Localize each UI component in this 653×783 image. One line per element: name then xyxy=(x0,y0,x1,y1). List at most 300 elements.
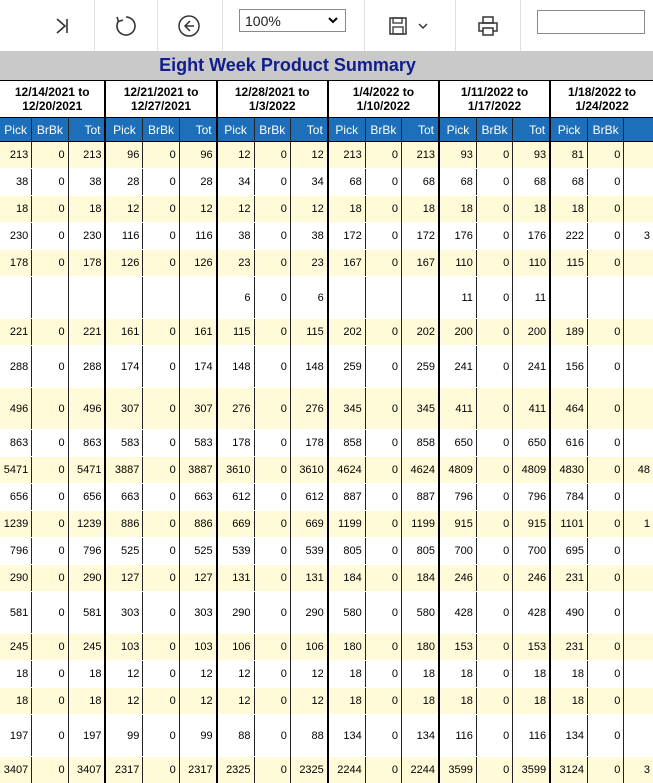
tot-cell: 148 xyxy=(305,360,324,373)
brbk-cell: 0 xyxy=(32,457,68,484)
week-range-end: 12/20/2021 xyxy=(22,99,83,113)
brbk-cell: 0 xyxy=(254,484,290,511)
pick-cell: 496 xyxy=(0,388,32,430)
tot-cell: 12 xyxy=(179,196,216,223)
tot-cell: 18 xyxy=(68,196,105,223)
tot-cell: 153 xyxy=(513,634,550,661)
pick-cell: 539 xyxy=(217,538,254,565)
tot-cell xyxy=(179,277,216,319)
brbk-cell: 0 xyxy=(254,277,290,319)
table-row xyxy=(0,484,653,511)
column-header-brbk[interactable]: BrBk xyxy=(476,118,512,142)
brbk-cell: 0 xyxy=(365,223,401,250)
brbk-cell: 0 xyxy=(365,142,401,169)
column-header-brbk[interactable]: BrBk xyxy=(254,118,290,142)
tot-cell: 18 xyxy=(513,196,550,223)
table-row xyxy=(0,223,653,250)
pick-cell: 490 xyxy=(550,592,587,634)
pick-cell: 259 xyxy=(328,346,365,388)
last-page-icon xyxy=(53,17,71,35)
table-row xyxy=(0,430,653,457)
brbk-cell: 0 xyxy=(588,457,624,484)
pick-cell: 213 xyxy=(0,142,32,169)
pick-cell: 6 xyxy=(217,277,254,319)
brbk-cell: 0 xyxy=(476,388,512,430)
tot-cell: 184 xyxy=(402,565,439,592)
tot-cell: 126 xyxy=(179,250,216,277)
tot-cell: 18 xyxy=(422,668,435,680)
pick-cell: 148 xyxy=(217,346,254,388)
brbk-cell: 0 xyxy=(476,277,512,319)
table-row xyxy=(0,661,653,688)
tot-cell xyxy=(624,538,653,565)
pick-cell: 18 xyxy=(328,196,365,223)
pick-cell: 174 xyxy=(105,346,142,388)
pick-cell: 12 xyxy=(105,661,142,688)
save-button[interactable] xyxy=(385,0,411,51)
tot-cell xyxy=(624,250,653,277)
column-header-tot[interactable]: Tot xyxy=(513,118,550,142)
brbk-cell: 0 xyxy=(365,196,401,223)
summary-table-wrapper xyxy=(0,80,653,783)
brbk-cell: 0 xyxy=(32,634,68,661)
tot-cell: 167 xyxy=(402,250,439,277)
pick-cell: 202 xyxy=(328,319,365,346)
pick-cell: 18 xyxy=(550,196,587,223)
column-header-pick[interactable]: Pick xyxy=(105,118,142,142)
tot-cell: 428 xyxy=(527,606,547,619)
tot-cell: 525 xyxy=(194,545,213,557)
brbk-cell: 0 xyxy=(365,169,401,196)
tot-cell: 288 xyxy=(83,360,102,373)
brbk-cell: 0 xyxy=(588,565,624,592)
pick-cell: 1199 xyxy=(328,511,365,538)
tot-cell xyxy=(624,142,653,169)
tot-cell: 411 xyxy=(513,388,550,430)
tot-cell xyxy=(624,484,653,511)
tot-cell: 539 xyxy=(305,545,324,557)
tot-cell: 796 xyxy=(527,491,547,503)
pick-cell: 2317 xyxy=(105,757,142,783)
tot-cell: 172 xyxy=(416,230,435,242)
week-range-start: 12/14/2021 to xyxy=(14,85,90,99)
pick-cell xyxy=(0,277,32,319)
pick-cell: 180 xyxy=(328,634,365,661)
pick-cell: 172 xyxy=(328,223,365,250)
column-header-brbk[interactable]: BrBk xyxy=(32,118,68,142)
table-row xyxy=(0,538,653,565)
pick-cell: 669 xyxy=(217,511,254,538)
pick-cell: 915 xyxy=(439,511,476,538)
pick-cell: 2244 xyxy=(328,757,365,783)
brbk-cell: 0 xyxy=(588,634,624,661)
pick-cell: 4624 xyxy=(328,457,365,484)
pick-cell: 116 xyxy=(105,223,142,250)
pick-cell: 4830 xyxy=(550,457,587,484)
pick-cell: 68 xyxy=(550,169,587,196)
brbk-cell: 0 xyxy=(143,661,179,688)
pick-cell: 307 xyxy=(105,388,142,430)
tot-cell: 180 xyxy=(402,634,439,661)
brbk-cell: 0 xyxy=(588,757,624,783)
pick-cell: 184 xyxy=(328,565,365,592)
brbk-cell: 0 xyxy=(476,661,512,688)
brbk-cell: 0 xyxy=(476,634,512,661)
brbk-cell: 0 xyxy=(254,196,290,223)
pick-cell: 886 xyxy=(105,511,142,538)
pick-cell: 231 xyxy=(550,634,587,661)
tot-cell: 131 xyxy=(290,565,327,592)
week-range-end: 1/10/2022 xyxy=(356,99,411,113)
brbk-cell: 0 xyxy=(143,142,179,169)
table-row xyxy=(0,592,653,634)
column-header-tot[interactable]: Tot xyxy=(68,118,105,142)
tot-cell: 127 xyxy=(179,565,216,592)
column-header-partial xyxy=(624,118,653,142)
brbk-cell: 0 xyxy=(588,319,624,346)
brbk-cell: 0 xyxy=(254,319,290,346)
brbk-cell: 0 xyxy=(588,511,624,538)
pick-cell: 18 xyxy=(439,196,476,223)
pick-cell: 116 xyxy=(439,715,476,757)
pick-cell: 276 xyxy=(217,388,254,430)
brbk-cell: 0 xyxy=(365,319,401,346)
tot-cell: 6 xyxy=(317,291,324,304)
pick-cell: 68 xyxy=(439,169,476,196)
pick-cell: 18 xyxy=(0,688,32,715)
week-range-start: 1/18/2022 to xyxy=(568,85,637,99)
pick-cell: 230 xyxy=(9,230,29,242)
brbk-cell: 0 xyxy=(588,715,624,757)
tot-cell: 3 xyxy=(624,757,653,783)
pick-cell: 411 xyxy=(439,388,476,430)
tot-cell: 650 xyxy=(527,437,547,449)
pick-cell: 5471 xyxy=(0,457,32,484)
table-row xyxy=(0,565,653,592)
week-range-start: 1/11/2022 to xyxy=(460,85,529,99)
brbk-cell: 0 xyxy=(365,484,401,511)
pick-cell: 1239 xyxy=(0,511,32,538)
pick-cell: 12 xyxy=(217,196,254,223)
week-header xyxy=(0,81,105,118)
brbk-cell: 0 xyxy=(588,223,624,250)
column-header-pick[interactable]: Pick xyxy=(217,118,254,142)
brbk-cell: 0 xyxy=(32,511,68,538)
brbk-cell: 0 xyxy=(32,430,68,457)
tot-cell: 116 xyxy=(528,729,547,742)
brbk-cell: 0 xyxy=(143,538,179,565)
tot-cell: 99 xyxy=(200,729,213,742)
table-row xyxy=(0,457,653,484)
week-header xyxy=(328,81,439,118)
tot-cell: 886 xyxy=(179,511,216,538)
tot-cell: 161 xyxy=(179,319,216,346)
brbk-cell: 0 xyxy=(476,565,512,592)
zoom-select[interactable] xyxy=(239,9,346,32)
tot-cell: 213 xyxy=(402,142,439,169)
pick-cell: 290 xyxy=(0,565,32,592)
brbk-cell: 0 xyxy=(476,346,512,388)
pick-cell: 153 xyxy=(439,634,476,661)
brbk-cell: 0 xyxy=(32,346,68,388)
tot-cell: 3 xyxy=(643,230,650,242)
pick-cell xyxy=(550,277,587,319)
back-icon xyxy=(177,14,201,38)
tot-cell: 68 xyxy=(422,176,435,188)
pick-cell: 12 xyxy=(105,196,142,223)
report-viewer-toolbar xyxy=(0,0,653,52)
brbk-cell: 0 xyxy=(365,634,401,661)
pick-cell: 178 xyxy=(217,430,254,457)
column-header-brbk[interactable]: BrBk xyxy=(588,118,624,142)
pick-cell: 3599 xyxy=(439,757,476,783)
tot-cell xyxy=(624,277,653,319)
brbk-cell: 0 xyxy=(476,592,512,634)
tot-cell xyxy=(624,592,653,634)
pick-cell: 245 xyxy=(0,634,32,661)
tot-cell: 12 xyxy=(290,196,327,223)
brbk-cell: 0 xyxy=(143,592,179,634)
brbk-cell: 0 xyxy=(254,688,290,715)
pick-cell: 3124 xyxy=(550,757,587,783)
tot-cell: 3407 xyxy=(68,757,105,783)
pick-cell: 178 xyxy=(0,250,32,277)
pick-cell xyxy=(328,277,365,319)
column-header-pick[interactable]: Pick xyxy=(439,118,476,142)
brbk-cell: 0 xyxy=(143,388,179,430)
brbk-cell: 0 xyxy=(143,634,179,661)
tot-cell: 18 xyxy=(402,688,439,715)
tot-cell xyxy=(624,169,653,196)
tot-cell: 307 xyxy=(179,388,216,430)
pick-cell: 197 xyxy=(9,729,29,742)
column-header-brbk[interactable]: BrBk xyxy=(143,118,179,142)
week-range-start: 12/21/2021 to xyxy=(123,85,199,99)
tot-cell xyxy=(624,715,653,757)
pick-cell: 796 xyxy=(439,484,476,511)
pick-cell: 303 xyxy=(105,592,142,634)
tot-cell xyxy=(624,196,653,223)
brbk-cell: 0 xyxy=(588,592,624,634)
tot-cell: 200 xyxy=(513,319,550,346)
tot-cell: 345 xyxy=(402,388,439,430)
tot-cell: 700 xyxy=(527,545,547,557)
pick-cell: 1101 xyxy=(550,511,587,538)
brbk-cell: 0 xyxy=(588,430,624,457)
pick-cell: 106 xyxy=(217,634,254,661)
tot-cell xyxy=(624,661,653,688)
pick-cell: 18 xyxy=(15,668,29,680)
pick-cell: 11 xyxy=(439,277,476,319)
brbk-cell: 0 xyxy=(365,592,401,634)
column-header-pick[interactable]: Pick xyxy=(328,118,365,142)
tot-cell: 796 xyxy=(83,545,102,557)
brbk-cell: 0 xyxy=(365,346,401,388)
table-row xyxy=(0,715,653,757)
tot-cell: 197 xyxy=(83,729,102,742)
pick-cell: 241 xyxy=(439,346,476,388)
brbk-cell: 0 xyxy=(32,757,68,783)
brbk-cell: 0 xyxy=(476,430,512,457)
brbk-cell: 0 xyxy=(365,715,401,757)
pick-cell: 23 xyxy=(217,250,254,277)
tot-cell: 496 xyxy=(68,388,105,430)
brbk-cell: 0 xyxy=(32,715,68,757)
tot-cell: 18 xyxy=(89,668,102,680)
tot-cell: 174 xyxy=(194,360,213,373)
pick-cell: 18 xyxy=(328,688,365,715)
refresh-button[interactable] xyxy=(108,0,144,51)
brbk-cell: 0 xyxy=(143,511,179,538)
column-header-brbk[interactable]: BrBk xyxy=(365,118,401,142)
brbk-cell: 0 xyxy=(254,592,290,634)
pick-cell: 88 xyxy=(217,715,254,757)
brbk-cell: 0 xyxy=(476,757,512,783)
tot-cell: 4624 xyxy=(402,457,439,484)
summary-table xyxy=(0,80,653,783)
brbk-cell: 0 xyxy=(365,661,401,688)
find-input[interactable] xyxy=(537,10,645,34)
tot-cell: 23 xyxy=(290,250,327,277)
print-icon xyxy=(477,15,499,37)
pick-cell: 695 xyxy=(550,538,587,565)
pick-cell: 18 xyxy=(439,661,476,688)
column-header-pick[interactable]: Pick xyxy=(0,118,32,142)
print-button[interactable] xyxy=(473,0,503,51)
pick-cell: 246 xyxy=(439,565,476,592)
last-page-button[interactable] xyxy=(44,0,80,51)
brbk-cell: 0 xyxy=(32,169,68,196)
brbk-cell: 0 xyxy=(588,169,624,196)
brbk-cell: 0 xyxy=(365,457,401,484)
brbk-cell xyxy=(143,277,179,319)
table-row xyxy=(0,142,653,169)
table-row xyxy=(0,250,653,277)
brbk-cell: 0 xyxy=(476,142,512,169)
brbk-cell: 0 xyxy=(32,196,68,223)
column-header-pick[interactable]: Pick xyxy=(550,118,587,142)
column-header-tot[interactable]: Tot xyxy=(290,118,327,142)
pick-cell: 858 xyxy=(328,430,365,457)
column-header-tot[interactable]: Tot xyxy=(402,118,439,142)
chevron-down-icon xyxy=(327,14,339,26)
brbk-cell: 0 xyxy=(365,250,401,277)
table-row xyxy=(0,388,653,430)
back-button[interactable] xyxy=(171,0,207,51)
pick-cell: 115 xyxy=(550,250,587,277)
brbk-cell: 0 xyxy=(143,169,179,196)
brbk-cell: 0 xyxy=(254,565,290,592)
brbk-cell: 0 xyxy=(143,457,179,484)
pick-cell: 127 xyxy=(105,565,142,592)
tot-cell: 581 xyxy=(83,606,102,619)
pick-cell: 18 xyxy=(439,688,476,715)
pick-cell: 345 xyxy=(328,388,365,430)
tot-cell: 116 xyxy=(195,230,213,242)
week-header xyxy=(217,81,328,118)
tot-cell: 3610 xyxy=(290,457,327,484)
brbk-cell: 0 xyxy=(476,511,512,538)
tot-cell: 38 xyxy=(311,230,324,242)
week-range-start: 12/28/2021 to xyxy=(234,85,310,99)
tot-cell: 656 xyxy=(83,491,102,503)
tot-cell xyxy=(68,277,105,319)
pick-cell: 700 xyxy=(439,538,476,565)
save-format-dropdown[interactable] xyxy=(414,0,432,51)
table-row xyxy=(0,346,653,388)
pick-cell: 68 xyxy=(328,169,365,196)
pick-cell: 96 xyxy=(105,142,142,169)
pick-cell: 103 xyxy=(105,634,142,661)
pick-cell: 18 xyxy=(550,688,587,715)
pick-cell: 796 xyxy=(9,545,29,557)
table-row xyxy=(0,169,653,196)
column-header-tot[interactable]: Tot xyxy=(179,118,216,142)
brbk-cell: 0 xyxy=(32,388,68,430)
pick-cell: 288 xyxy=(9,360,29,373)
tot-cell: 259 xyxy=(416,360,435,373)
tot-cell: 276 xyxy=(290,388,327,430)
report-title: Eight Week Product Summary xyxy=(159,55,416,75)
table-row xyxy=(0,757,653,783)
pick-cell: 3887 xyxy=(105,457,142,484)
tot-cell: 176 xyxy=(527,230,547,242)
pick-cell: 28 xyxy=(105,169,142,196)
tot-cell: 18 xyxy=(402,196,439,223)
brbk-cell: 0 xyxy=(143,319,179,346)
report-area xyxy=(0,51,653,783)
tot-cell: 1239 xyxy=(68,511,105,538)
tot-cell xyxy=(624,634,653,661)
pick-cell: 189 xyxy=(550,319,587,346)
brbk-cell: 0 xyxy=(365,511,401,538)
pick-cell: 134 xyxy=(328,715,365,757)
tot-cell: 18 xyxy=(533,668,547,680)
pick-cell: 3610 xyxy=(217,457,254,484)
tot-cell: 915 xyxy=(513,511,550,538)
brbk-cell: 0 xyxy=(588,346,624,388)
brbk-cell: 0 xyxy=(254,142,290,169)
brbk-cell: 0 xyxy=(254,457,290,484)
week-range-end: 1/3/2022 xyxy=(248,99,296,113)
table-row xyxy=(0,277,653,319)
brbk-cell: 0 xyxy=(476,484,512,511)
tot-cell: 290 xyxy=(68,565,105,592)
tot-cell: 4809 xyxy=(513,457,550,484)
pick-cell: 110 xyxy=(439,250,476,277)
pick-cell: 81 xyxy=(550,142,587,169)
pick-cell: 134 xyxy=(550,715,587,757)
tot-cell: 2244 xyxy=(402,757,439,783)
brbk-cell: 0 xyxy=(143,565,179,592)
pick-cell: 805 xyxy=(328,538,365,565)
brbk-cell: 0 xyxy=(476,688,512,715)
tot-cell: 612 xyxy=(305,491,324,503)
brbk-cell xyxy=(365,277,401,319)
tot-cell: 88 xyxy=(311,729,324,742)
tot-cell: 3887 xyxy=(179,457,216,484)
table-row xyxy=(0,511,653,538)
pick-cell: 12 xyxy=(105,688,142,715)
brbk-cell: 0 xyxy=(32,538,68,565)
week-range-start: 1/4/2022 to xyxy=(352,85,415,99)
brbk-cell: 0 xyxy=(32,484,68,511)
pick-cell: 167 xyxy=(328,250,365,277)
brbk-cell: 0 xyxy=(365,757,401,783)
tot-cell xyxy=(624,688,653,715)
brbk-cell xyxy=(32,277,68,319)
brbk-cell: 0 xyxy=(254,388,290,430)
